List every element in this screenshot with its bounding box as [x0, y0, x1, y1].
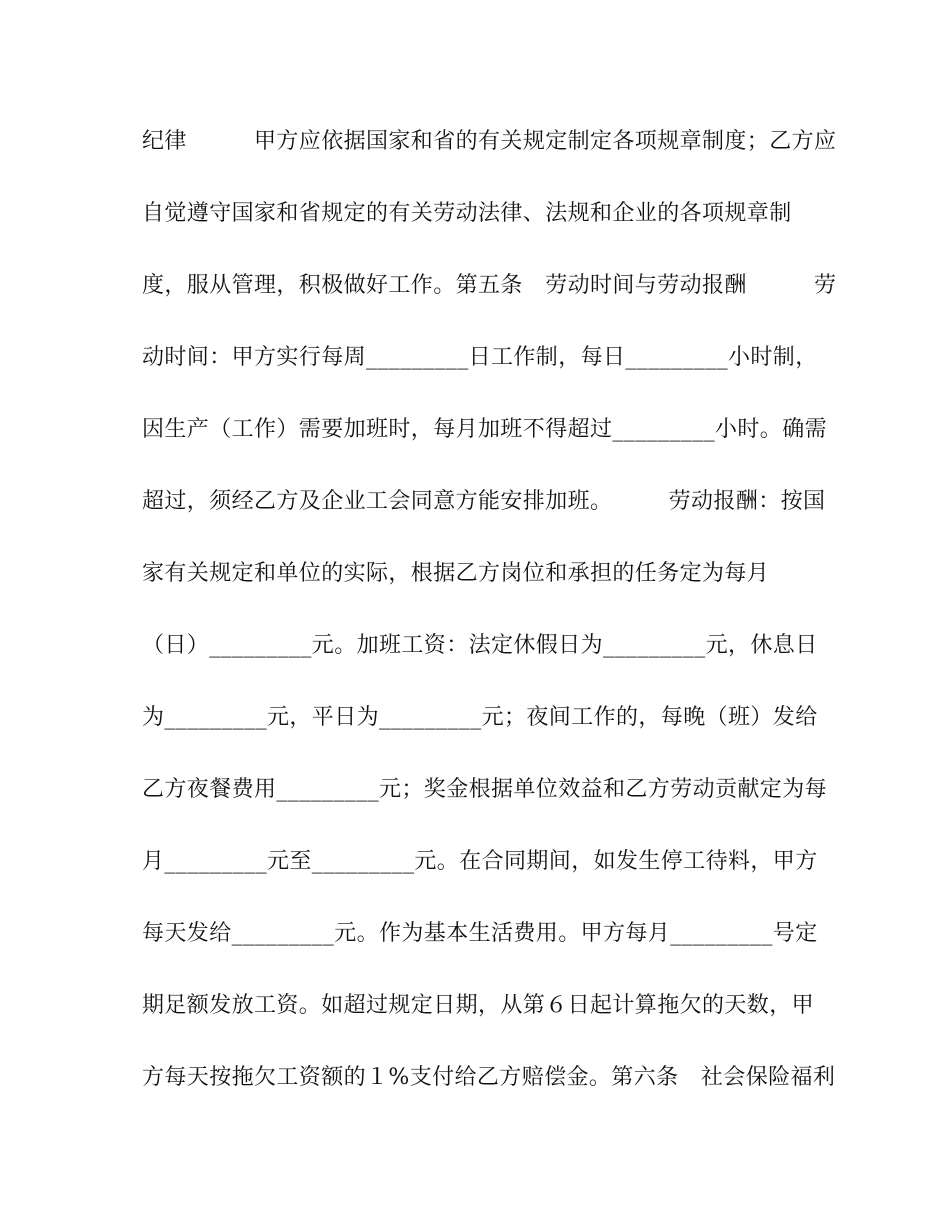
text-line-2: 自觉遵守国家和省规定的有关劳动法律、法规和企业的各项规章制	[142, 201, 792, 226]
text-line-9: 为_________元，平日为_________元；夜间工作的，每晚（班）发给	[142, 705, 818, 730]
text-line-6: 超过，须经乙方及企业工会同意方能安排加班。 劳动报酬：按国	[142, 489, 826, 514]
text-line-10: 乙方夜餐费用_________元；奖金根据单位效益和乙方劳动贡献定为每	[142, 777, 828, 802]
text-line-4: 动时间：甲方实行每周_________日工作制，每日_________小时制，	[142, 345, 818, 370]
text-line-11: 月_________元至_________元。在合同期间，如发生停工待料，甲方	[142, 849, 818, 874]
text-line-13: 期足额发放工资。如超过规定日期，从第６日起计算拖欠的天数，甲	[142, 993, 815, 1018]
text-line-5: 因生产（工作）需要加班时，每月加班不得超过_________小时。确需	[142, 417, 828, 442]
text-line-3: 度，服从管理，积极做好工作。第五条 劳动时间与劳动报酬 劳	[142, 273, 837, 298]
text-line-1: 纪律 甲方应依据国家和省的有关规定制定各项规章制度；乙方应	[142, 129, 837, 154]
text-line-8: （日）_________元。加班工资：法定休假日为_________元，休息日	[142, 633, 818, 658]
text-line-12: 每天发给_________元。作为基本生活费用。甲方每月_________号定	[142, 921, 818, 946]
text-line-7: 家有关规定和单位的实际，根据乙方岗位和承担的任务定为每月	[142, 561, 770, 586]
contract-text-block	[142, 120, 837, 1128]
text-line-14: 方每天按拖欠工资额的１%支付给乙方赔偿金。第六条 社会保险福利	[142, 1065, 836, 1090]
